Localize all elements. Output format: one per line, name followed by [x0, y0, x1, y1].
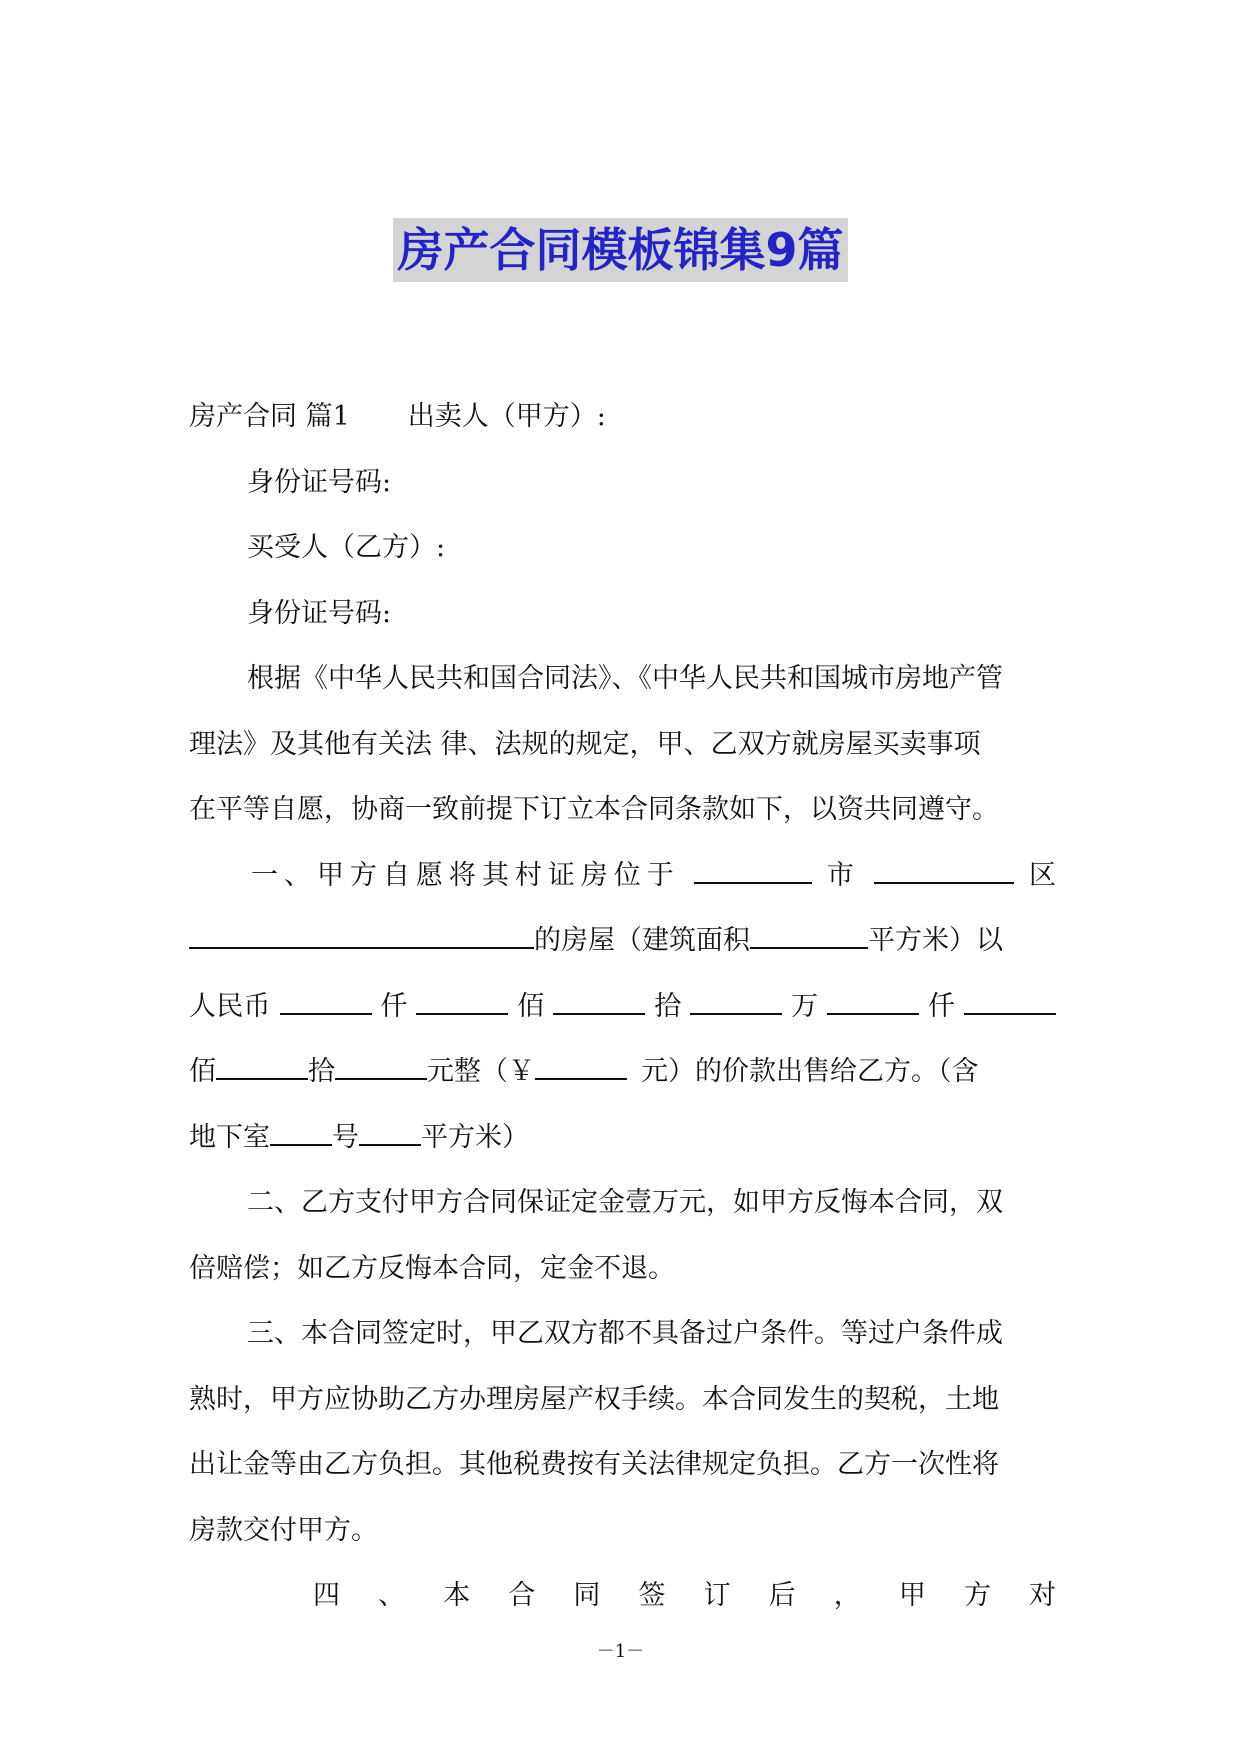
clause-char: 甲: [898, 1580, 941, 1611]
clause-text: 元）的价款出售给乙方。（含: [641, 1056, 979, 1087]
clause-text: 万: [791, 990, 819, 1022]
clause-text: 区: [1028, 859, 1056, 891]
paragraph-line: 根据《中华人民共和国合同法》、《中华人民共和国城市房地产管: [247, 663, 1003, 694]
blank-field: [874, 860, 1014, 884]
clause-text: 市: [826, 859, 860, 891]
title-container: [0, 218, 1241, 282]
page-number: －1－: [596, 1641, 645, 1662]
blank-field: [359, 1122, 421, 1146]
clause-text: 一、甲方自愿将其村证房位于: [251, 859, 680, 891]
paragraph-line: 在平等自愿，协商一致前提下订立本合同条款如下，以资共同遵守。: [189, 794, 999, 825]
blank-field: [189, 925, 534, 949]
clause-3-line: 出让金等由乙方负担。其他税费按有关法律规定负担。乙方一次性将: [189, 1449, 999, 1480]
paragraph-line: 理法》及其他有关法 律、法规的规定，甲、乙双方就房屋买卖事项: [189, 728, 981, 760]
clause-text: 平方米）以: [868, 925, 1003, 956]
clause-1-line: [189, 1105, 1056, 1171]
contract-heading: 房产合同 篇1: [189, 401, 350, 432]
clause-text: 的房屋（建筑面积: [534, 925, 750, 956]
clause-text: 拾: [654, 990, 682, 1022]
clause-1-line: [189, 974, 1056, 1040]
blank-field: [416, 991, 508, 1015]
clause-2-line: 倍赔偿；如乙方反悔本合同，定金不退。: [189, 1252, 675, 1284]
document-body: [189, 384, 1056, 1629]
seller-id-label: 身份证号码:: [247, 466, 392, 498]
clause-1-line: [189, 843, 1056, 909]
blank-field: [690, 991, 782, 1015]
clause-char: 、: [378, 1580, 420, 1611]
blank-field: [216, 1056, 308, 1080]
clause-text: 佰: [517, 990, 545, 1022]
blank-field: [827, 991, 919, 1015]
clause-char: 后: [768, 1580, 811, 1611]
clause-char: 签: [638, 1580, 681, 1611]
clause-text: 仟: [380, 990, 408, 1022]
clause-char: 对: [1029, 1580, 1056, 1611]
buyer-id-label: 身份证号码:: [247, 597, 392, 629]
clause-1-line: [189, 1039, 1056, 1105]
clause-text: 地下室: [189, 1121, 270, 1153]
clause-text: 佰: [189, 1056, 216, 1087]
clause-3-line: 熟时，甲方应协助乙方办理房屋产权手续。本合同发生的契税，土地: [189, 1383, 999, 1415]
clause-char: 方: [963, 1580, 1006, 1611]
clause-3-line: 三、本合同签定时，甲乙双方都不具备过户条件。等过户条件成: [247, 1318, 1003, 1349]
clause-text: 仟: [928, 990, 956, 1022]
clause-3-line: 房款交付甲方。: [189, 1514, 378, 1546]
blank-field: [280, 991, 372, 1015]
clause-2-line: 二、乙方支付甲方合同保证定金壹万元，如甲方反悔本合同，双: [247, 1187, 1003, 1218]
seller-label: 出卖人（甲方）:: [407, 401, 606, 432]
blank-field: [694, 860, 812, 884]
document-title: 房产合同模板锦集9篇: [393, 218, 847, 282]
clause-char: 本: [443, 1580, 485, 1611]
clause-char: 订: [703, 1580, 746, 1611]
blank-field: [964, 991, 1056, 1015]
blank-field: [335, 1056, 427, 1080]
blank-field: [750, 925, 868, 949]
clause-text: 人民币: [189, 990, 271, 1022]
clause-1-line: [189, 908, 1056, 974]
paragraph-line: [189, 384, 1056, 450]
blank-field: [553, 991, 645, 1015]
clause-text: 元整（￥: [427, 1056, 535, 1087]
clause-text: 平方米）: [421, 1121, 529, 1153]
clause-char: 同: [573, 1580, 616, 1611]
clause-char: ，: [833, 1580, 876, 1611]
buyer-label: 买受人（乙方）:: [247, 532, 446, 563]
clause-char: 合: [508, 1580, 551, 1611]
clause-text: 拾: [308, 1056, 335, 1087]
clause-text: 号: [332, 1121, 359, 1153]
blank-field: [535, 1056, 627, 1080]
clause-char: 四: [313, 1580, 355, 1611]
blank-field: [270, 1122, 332, 1146]
clause-4-line: [189, 1563, 1056, 1629]
